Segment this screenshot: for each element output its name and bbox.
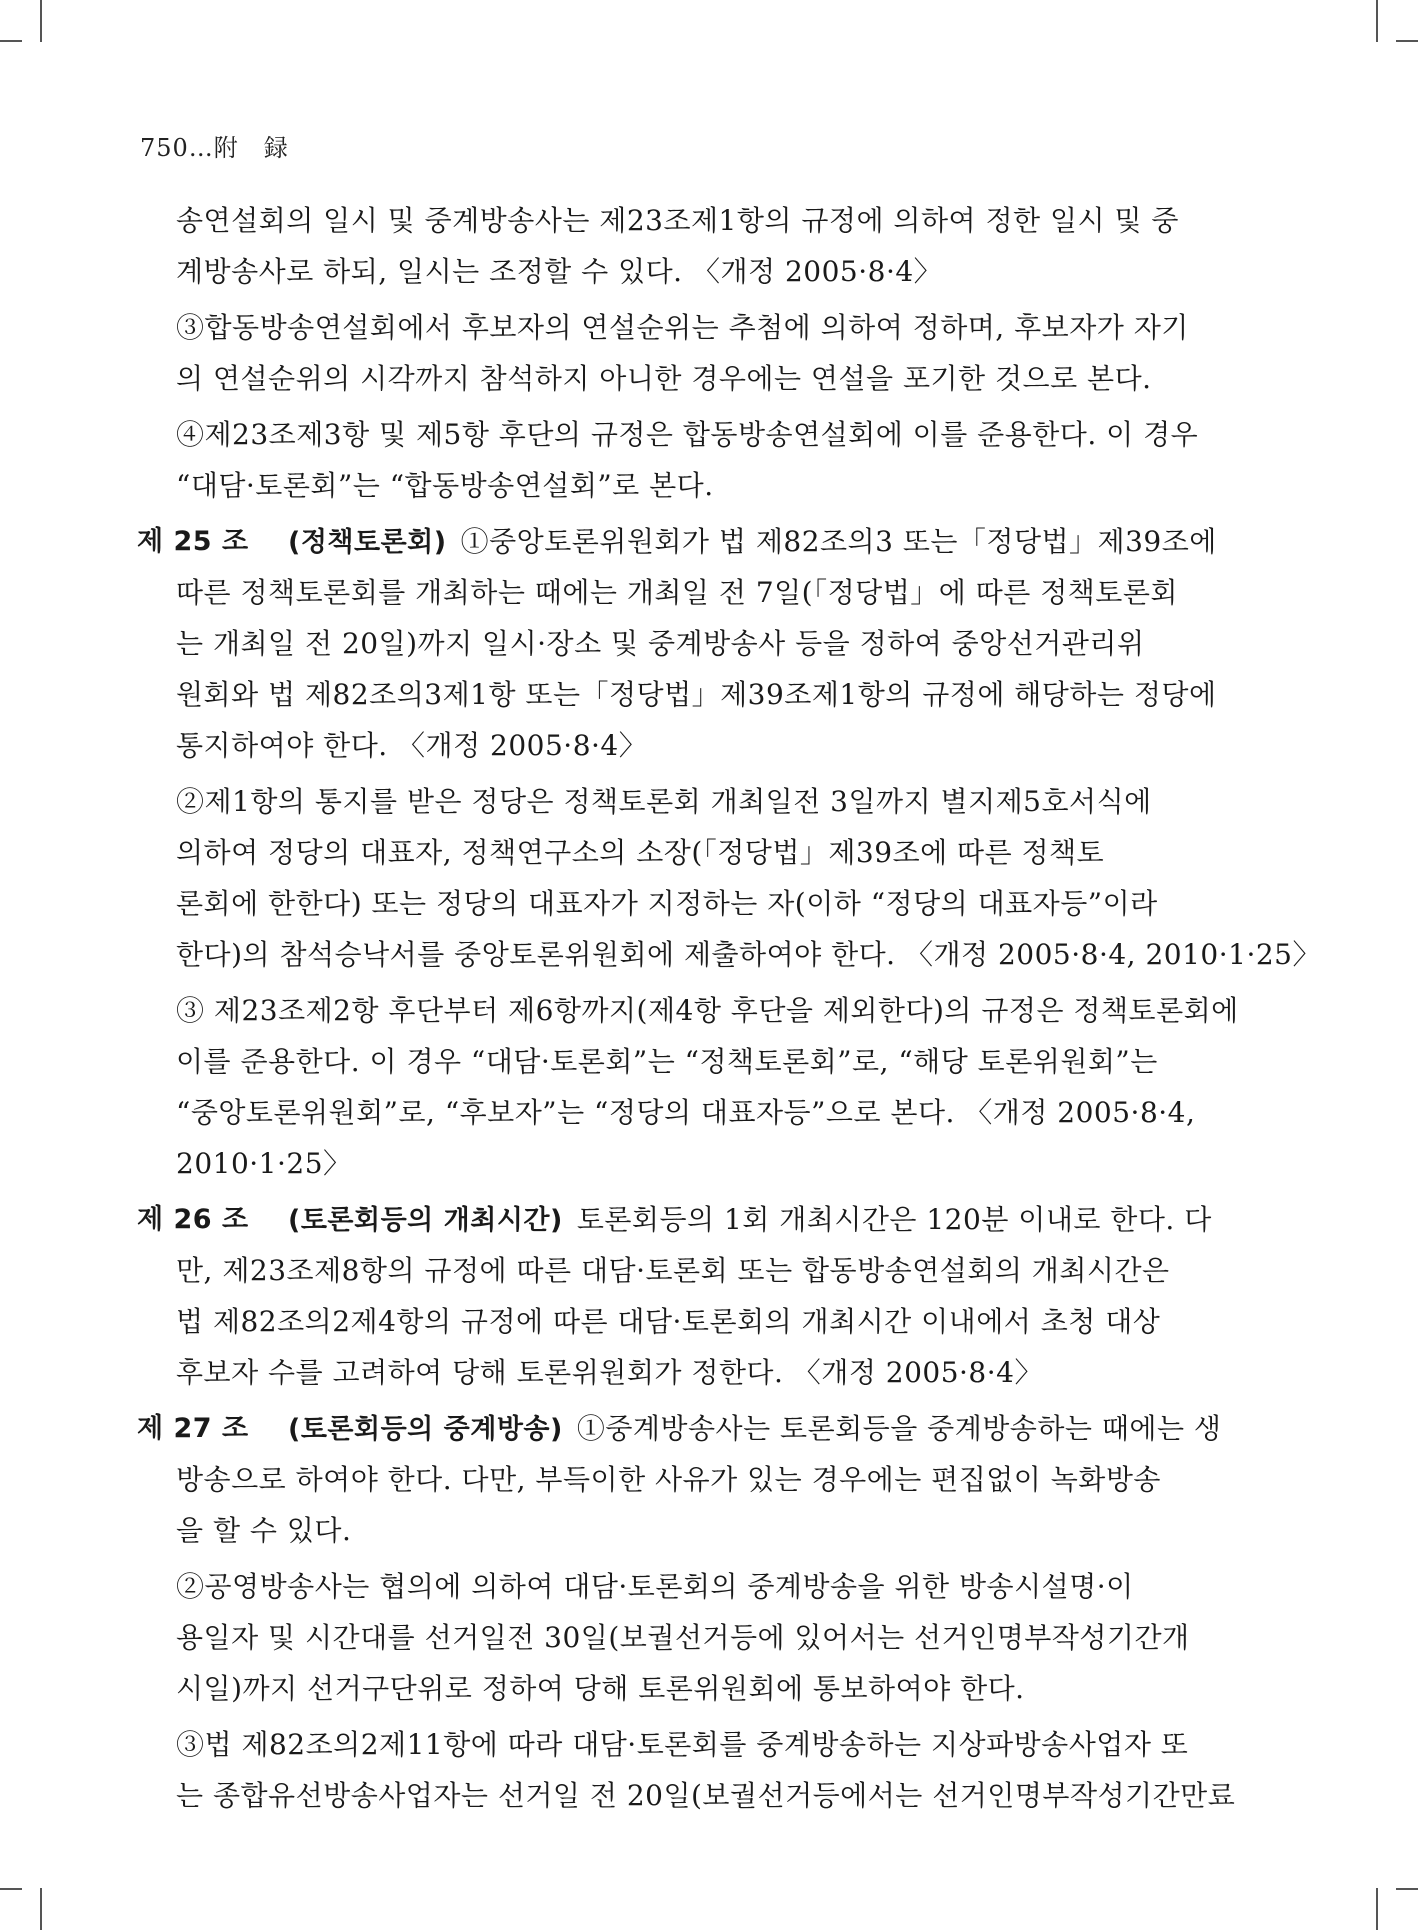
crop-mark-bottom-right-v bbox=[1376, 1888, 1378, 1930]
paragraph bbox=[176, 985, 1240, 1189]
text-line: ②공영방송사는 협의에 의하여 대담·토론회의 중계방송을 위한 방송시설명·이 bbox=[176, 1570, 1134, 1603]
text-line: 의 연설순위의 시각까지 참석하지 아니한 경우에는 연설을 포기한 것으로 본다. bbox=[176, 362, 1152, 395]
text-line: 는 개최일 전 20일)까지 일시·장소 및 중계방송사 등을 정하여 중앙선거관리위 bbox=[176, 627, 1145, 660]
text-line: 따른 정책토론회를 개최하는 때에는 개최일 전 7일(「정당법」에 따른 정책토론회 bbox=[176, 576, 1178, 609]
text-line: 이를 준용한다. 이 경우 “대담·토론회”는 “정책토론회”로, “해당 토론위원회”는 bbox=[176, 1045, 1158, 1078]
text-line: 계방송사로 하되, 일시는 조정할 수 있다. 〈개정 2005·8·4〉 bbox=[176, 255, 943, 288]
page-header: 750…附 録 bbox=[140, 134, 289, 162]
crop-mark-top-left-h bbox=[0, 40, 22, 42]
text-line: “대담·토론회”는 “합동방송연설회”로 본다. bbox=[176, 469, 714, 502]
paragraph-gap bbox=[176, 1821, 1240, 1826]
crop-mark-bottom-left-v bbox=[40, 1888, 42, 1930]
text-line: ①중계방송사는 토론회등을 중계방송하는 때에는 생 bbox=[576, 1412, 1222, 1445]
text-line: ④제23조제3항 및 제5항 후단의 규정은 합동방송연설회에 이를 준용한다. 이 경우 bbox=[176, 418, 1199, 451]
paragraph bbox=[176, 409, 1240, 511]
text-line: 법 제82조의2제4항의 규정에 따른 대담·토론회의 개최시간 이내에서 초청 대상 bbox=[176, 1305, 1161, 1338]
text-line: ③법 제82조의2제11항에 따라 대담·토론회를 중계방송하는 지상파방송사업자 또 bbox=[176, 1728, 1189, 1761]
crop-mark-top-left-v bbox=[40, 0, 42, 42]
article-heading-line bbox=[137, 1403, 1240, 1454]
text-line: “중앙토론위원회”로, “후보자”는 “정당의 대표자등”으로 본다. 〈개정 2005·8·4, bbox=[176, 1096, 1196, 1129]
text-line: 한다)의 참석승낙서를 중앙토론위원회에 제출하여야 한다. 〈개정 2005·8·4, 2010·1·25〉 bbox=[176, 938, 1321, 971]
crop-mark-top-right-h bbox=[1396, 40, 1418, 42]
text-line: 시일)까지 선거구단위로 정하여 당해 토론위원회에 통보하여야 한다. bbox=[176, 1672, 1025, 1705]
article-number: 제 27 조 bbox=[137, 1413, 249, 1444]
article-heading-line bbox=[137, 516, 1240, 567]
text-line: ③ 제23조제2항 후단부터 제6항까지(제4항 후단을 제외한다)의 규정은 정책토론회에 bbox=[176, 994, 1239, 1027]
text-line: 론회에 한한다) 또는 정당의 대표자가 지정하는 자(이하 “정당의 대표자등”이라 bbox=[176, 887, 1158, 920]
paragraph bbox=[176, 302, 1240, 404]
article bbox=[137, 516, 1240, 771]
text-line: ③합동방송연설회에서 후보자의 연설순위는 추첨에 의하여 정하며, 후보자가 자기 bbox=[176, 311, 1189, 344]
paragraph bbox=[176, 776, 1321, 980]
text-line: 용일자 및 시간대를 선거일전 30일(보궐선거등에 있어서는 선거인명부작성기간개 bbox=[176, 1621, 1190, 1654]
text-line: 통지하여야 한다. 〈개정 2005·8·4〉 bbox=[176, 729, 648, 762]
text-line: 의하여 정당의 대표자, 정책연구소의 소장(「정당법」제39조에 따른 정책토 bbox=[176, 836, 1105, 869]
article-number: 제 25 조 bbox=[137, 526, 249, 557]
article-title: (토론회등의 중계방송) bbox=[288, 1414, 563, 1445]
text-line: ①중앙토론위원회가 법 제82조의3 또는「정당법」제39조에 bbox=[460, 525, 1217, 558]
text-line: ②제1항의 통지를 받은 정당은 정책토론회 개최일전 3일까지 별지제5호서식에 bbox=[176, 785, 1152, 818]
text-line: 방송으로 하여야 한다. 다만, 부득이한 사유가 있는 경우에는 편집없이 녹화방송 bbox=[176, 1463, 1161, 1496]
article bbox=[137, 1194, 1240, 1398]
text-line: 후보자 수를 고려하여 당해 토론위원회가 정한다. 〈개정 2005·8·4〉 bbox=[176, 1356, 1043, 1389]
article-title: (토론회등의 개최시간) bbox=[288, 1205, 563, 1236]
text-line: 원회와 법 제82조의3제1항 또는「정당법」제39조제1항의 규정에 해당하는 정당에 bbox=[176, 678, 1217, 711]
article-title: (정책토론회) bbox=[288, 527, 447, 558]
page-body bbox=[137, 195, 1321, 1826]
article-heading-line bbox=[137, 1194, 1240, 1245]
crop-mark-bottom-right-h bbox=[1396, 1888, 1418, 1890]
paragraph bbox=[176, 1561, 1240, 1714]
crop-mark-top-right-v bbox=[1376, 0, 1378, 42]
text-line: 2010·1·25〉 bbox=[176, 1147, 352, 1180]
text-line: 을 할 수 있다. bbox=[176, 1514, 352, 1547]
paragraph bbox=[176, 195, 1240, 297]
text-line: 송연설회의 일시 및 중계방송사는 제23조제1항의 규정에 의하여 정한 일시 및 중 bbox=[176, 204, 1179, 237]
text-line: 만, 제23조제8항의 규정에 따른 대담·토론회 또는 합동방송연설회의 개최시간은 bbox=[176, 1254, 1170, 1287]
paragraph bbox=[176, 1719, 1240, 1821]
crop-mark-bottom-left-h bbox=[0, 1888, 22, 1890]
text-line: 는 종합유선방송사업자는 선거일 전 20일(보궐선거등에서는 선거인명부작성기간만료 bbox=[176, 1779, 1236, 1812]
article-number: 제 26 조 bbox=[137, 1204, 249, 1235]
text-line: 토론회등의 1회 개최시간은 120분 이내로 한다. 다 bbox=[576, 1203, 1212, 1236]
article bbox=[137, 1403, 1240, 1556]
